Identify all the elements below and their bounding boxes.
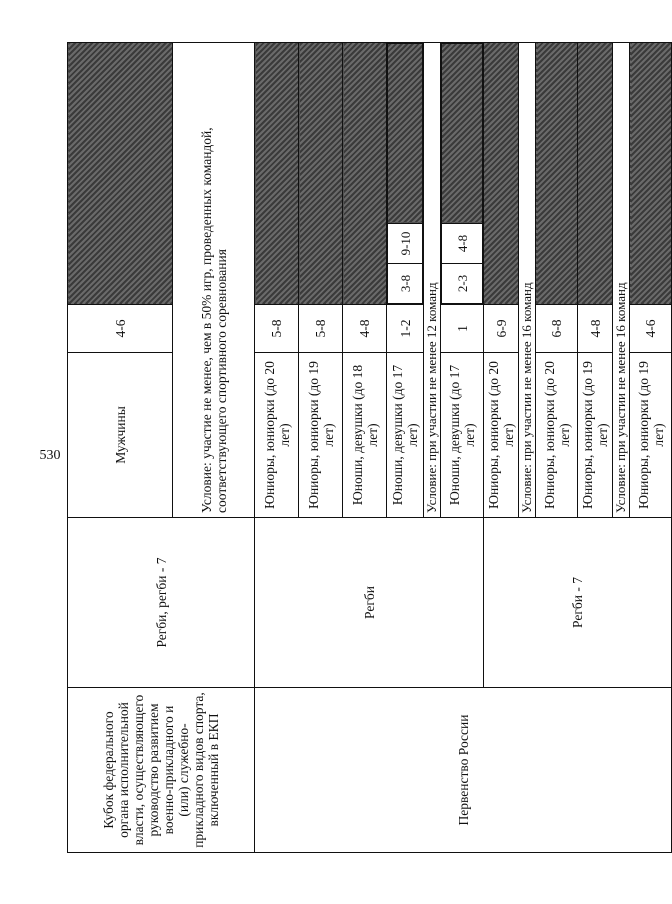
condition-12-teams: Условие: при участии не менее 12 команд (424, 43, 441, 518)
places-r7-juniors-20b: 6-8 (536, 305, 578, 353)
page-number: 530 (39, 448, 61, 463)
sports-classification-table (67, 42, 672, 853)
group-youth-18: Юноши, девушки (до 18 лет) (343, 353, 387, 518)
condition-16-teams: Условие: при участии не менее 16 команд (519, 43, 536, 518)
shaded-cell (442, 44, 483, 224)
places-r7-juniors-19a: 4-8 (578, 305, 613, 353)
group-juniors-19: Юниоры, юниорки (до 19 лет) (299, 353, 343, 518)
places-r7-juniors-20a: 6-9 (484, 305, 519, 353)
places-juniors-20: 5-8 (255, 305, 299, 353)
places-extra: 3-8 (388, 264, 423, 304)
places-men: 4-6 (68, 305, 173, 353)
places-youth-18: 4-8 (343, 305, 387, 353)
shaded-cell (68, 43, 173, 305)
places-extra: 2-3 (442, 264, 483, 304)
discipline-rugby7: Регби - 7 (484, 518, 672, 688)
shaded-cell (536, 43, 578, 305)
shaded-cell (484, 43, 519, 305)
places-juniors-19: 5-8 (299, 305, 343, 353)
rotated-table-wrapper (67, 43, 666, 853)
condition-50-percent: Условие: участие не менее, чем в 50% игр, проведенных командой, соответствующего спортивного соревнования (173, 43, 255, 518)
group-r7-juniors-20a: Юниоры, юниорки (до 20 лет) (484, 353, 519, 518)
group-youth-17a: Юноши, девушки (до 17 лет) (387, 353, 424, 518)
shaded-cell (630, 43, 672, 305)
places-youth-17b: 1 (441, 305, 484, 353)
group-r7-juniors-19b: Юниоры, юниорки (до 19 лет) (630, 353, 672, 518)
group-youth-17b: Юноши, девушки (до 17 лет) (441, 353, 484, 518)
group-men: Мужчины (68, 353, 173, 518)
places-r7-juniors-19b: 4-6 (630, 305, 672, 353)
group-juniors-20: Юниоры, юниорки (до 20 лет) (255, 353, 299, 518)
shaded-cell (299, 43, 343, 305)
event-name-championship: Первенство России (255, 688, 672, 853)
shaded-cell (578, 43, 613, 305)
discipline-rugby-rugby7: Регби, регби - 7 (68, 518, 255, 688)
shaded-cell (388, 44, 423, 224)
event-name-cup: Кубок федерального органа исполнительной власти, осуществляющего руководство развитием военно-прикладного и (или) служебно-прикладного видов спорта, включенный в ЕКП (68, 688, 255, 853)
shaded-cell (255, 43, 299, 305)
places-youth-17a: 1-2 (387, 305, 424, 353)
condition-16-teams: Условие: при участии не менее 16 команд (613, 43, 630, 518)
shaded-cell (343, 43, 387, 305)
places-extra: 4-8 (442, 224, 483, 264)
group-r7-juniors-19a: Юниоры, юниорки (до 19 лет) (578, 353, 613, 518)
places-extra: 9-10 (388, 224, 423, 264)
discipline-rugby: Регби (255, 518, 484, 688)
group-r7-juniors-20b: Юниоры, юниорки (до 20 лет) (536, 353, 578, 518)
